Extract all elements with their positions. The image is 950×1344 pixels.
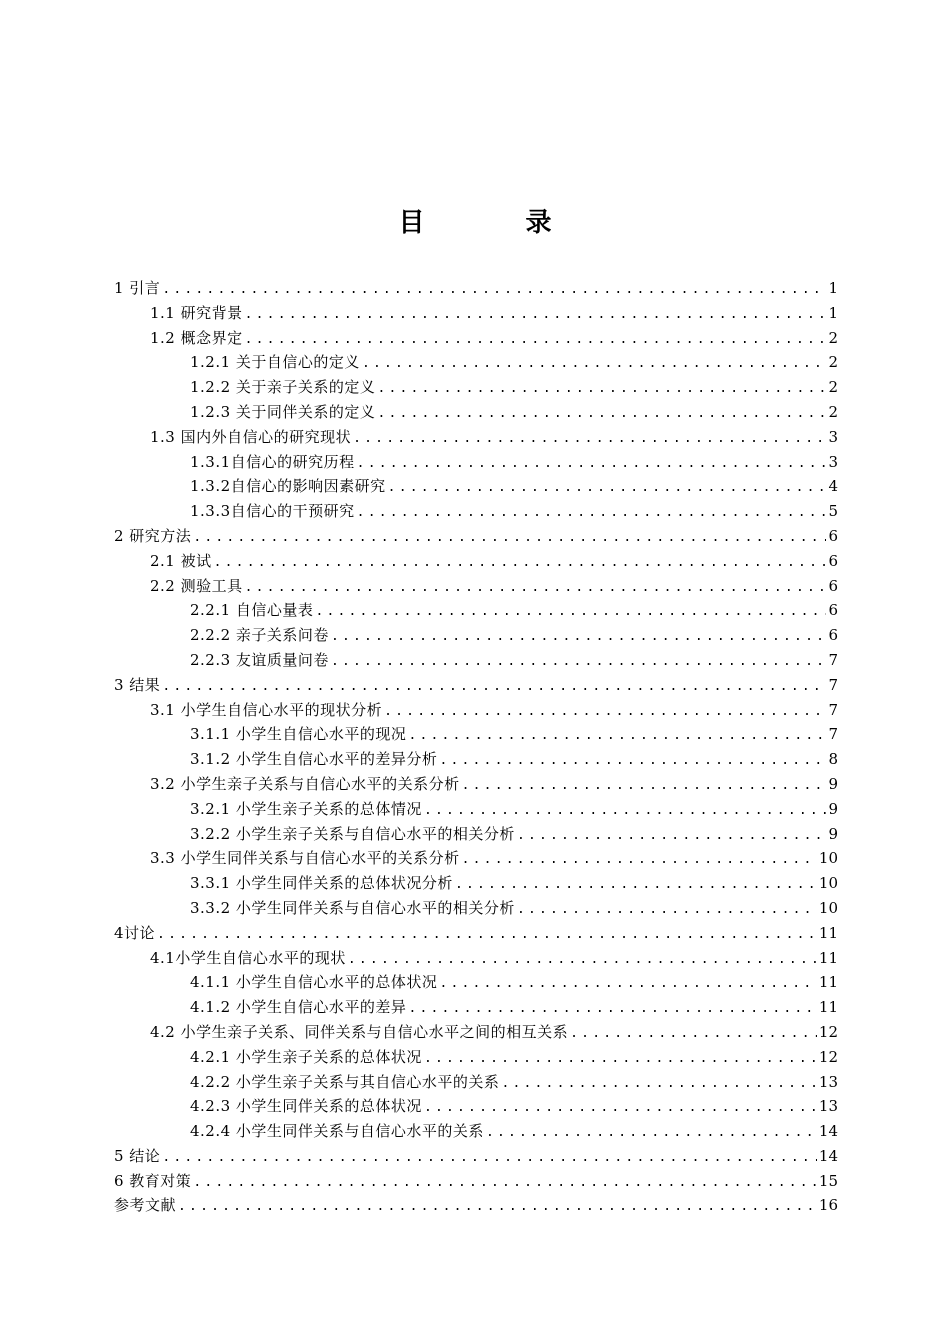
- toc-entry-page-number: 16: [818, 1196, 838, 1215]
- page-title: 目 录: [398, 208, 598, 238]
- toc-entry[interactable]: [114, 995, 838, 1020]
- toc-dot-leader: [357, 452, 827, 477]
- toc-entry-page-number: 6: [828, 601, 838, 620]
- toc-entry-page-number: 7: [828, 650, 838, 669]
- toc-entry[interactable]: [114, 1119, 838, 1144]
- toc-entry[interactable]: [114, 549, 838, 574]
- toc-entry-label: 3.3.2 小学生同伴关系与自信心水平的相关分析: [190, 898, 515, 917]
- toc-dot-leader: [214, 551, 827, 576]
- toc-dot-leader: [501, 1072, 816, 1097]
- toc-entry-page-number: 10: [818, 849, 838, 868]
- toc-entry-label: 1.3.1自信心的研究历程: [190, 452, 355, 471]
- toc-dot-leader: [357, 501, 827, 526]
- toc-entry-label: 3.1.1 小学生自信心水平的现况: [190, 725, 407, 744]
- toc-dot-leader: [439, 972, 816, 997]
- toc-dot-leader: [377, 377, 826, 402]
- toc-entry[interactable]: [114, 1070, 838, 1095]
- toc-entry[interactable]: [114, 1020, 838, 1045]
- toc-entry-page-number: 2: [828, 378, 838, 397]
- toc-entry[interactable]: [114, 946, 838, 971]
- toc-entry-label: 3.1.2 小学生自信心水平的差异分析: [190, 750, 438, 769]
- toc-entry-label: 1 引言: [114, 279, 161, 297]
- toc-dot-leader: [570, 1022, 817, 1047]
- toc-dot-leader: [384, 700, 826, 725]
- toc-dot-leader: [245, 576, 827, 601]
- toc-entry-label: 2.2.3 友谊质量问卷: [190, 650, 329, 669]
- toc-entry-page-number: 5: [828, 502, 838, 521]
- toc-entry-page-number: 1: [828, 279, 838, 297]
- toc-entry-label: 3.3 小学生同伴关系与自信心水平的关系分析: [150, 849, 460, 868]
- toc-dot-leader: [331, 625, 827, 650]
- toc-entry[interactable]: [114, 698, 838, 723]
- toc-entry-page-number: 8: [828, 750, 838, 769]
- toc-entry-page-number: 9: [828, 799, 838, 818]
- toc-dot-leader: [388, 476, 827, 501]
- toc-dot-leader: [162, 1146, 817, 1171]
- toc-entry[interactable]: [114, 1144, 838, 1169]
- toc-entry-page-number: 13: [818, 1072, 838, 1091]
- toc-entry[interactable]: [114, 1045, 838, 1070]
- toc-entry[interactable]: [114, 574, 838, 599]
- toc-entry-page-number: 7: [828, 675, 838, 694]
- toc-dot-leader: [517, 824, 827, 849]
- toc-entry-label: 1.2 概念界定: [150, 328, 243, 347]
- toc-entry-page-number: 14: [818, 1122, 838, 1141]
- toc-entry-page-number: 11: [818, 973, 838, 992]
- toc-entry[interactable]: [114, 301, 838, 326]
- toc-entry-page-number: 2: [828, 353, 838, 372]
- toc-entry-label: 3.2.1 小学生亲子关系的总体情况: [190, 799, 422, 818]
- toc-dot-leader: [331, 650, 827, 675]
- toc-entry-label: 参考文献: [114, 1196, 177, 1215]
- toc-entry-page-number: 15: [818, 1171, 838, 1190]
- toc-dot-leader: [157, 923, 817, 948]
- toc-entry-page-number: 13: [818, 1097, 838, 1116]
- toc-entry-page-number: 7: [828, 700, 838, 719]
- toc-dot-leader: [424, 1096, 817, 1121]
- toc-entry-page-number: 1: [828, 303, 838, 322]
- toc-entry-label: 4.2.1 小学生亲子关系的总体状况: [190, 1047, 422, 1066]
- toc-entry-label: 1.1 研究背景: [150, 303, 243, 322]
- toc-entry[interactable]: [114, 797, 838, 822]
- toc-entry-page-number: 7: [828, 725, 838, 744]
- toc-dot-leader: [162, 675, 826, 700]
- toc-entry[interactable]: [114, 524, 838, 549]
- toc-entry[interactable]: [114, 648, 838, 673]
- toc-dot-leader: [486, 1121, 817, 1146]
- toc-entry-label: 2.1 被试: [150, 551, 212, 570]
- toc-dot-leader: [462, 774, 827, 799]
- toc-entry-page-number: 3: [828, 427, 838, 446]
- table-of-contents: [114, 276, 838, 1218]
- toc-entry-label: 5 结论: [114, 1146, 161, 1165]
- toc-entry[interactable]: [114, 623, 838, 648]
- toc-entry[interactable]: [114, 425, 838, 450]
- toc-entry-page-number: 12: [818, 1022, 838, 1041]
- toc-entry[interactable]: [114, 1169, 838, 1194]
- toc-dot-leader: [424, 1047, 817, 1072]
- toc-entry-page-number: 14: [818, 1146, 838, 1165]
- toc-dot-leader: [377, 402, 826, 427]
- toc-entry-page-number: 11: [818, 923, 838, 942]
- toc-entry[interactable]: [114, 326, 838, 351]
- toc-entry-label: 1.3.3自信心的干预研究: [190, 502, 355, 521]
- toc-entry-label: 4.2.3 小学生同伴关系的总体状况: [190, 1097, 422, 1116]
- toc-entry-label: 2 研究方法: [114, 526, 192, 545]
- toc-dot-leader: [178, 1195, 817, 1220]
- toc-dot-leader: [462, 848, 817, 873]
- toc-entry-page-number: 10: [818, 898, 838, 917]
- toc-entry-label: 4.2 小学生亲子关系、同伴关系与自信心水平之间的相互关系: [150, 1022, 569, 1041]
- toc-entry-page-number: 6: [828, 626, 838, 645]
- toc-entry-label: 2.2.1 自信心量表: [190, 601, 314, 620]
- toc-dot-leader: [408, 724, 826, 749]
- toc-entry[interactable]: [114, 1094, 838, 1119]
- toc-entry-label: 4.1.1 小学生自信心水平的总体状况: [190, 973, 438, 992]
- toc-entry-page-number: 12: [818, 1047, 838, 1066]
- toc-entry-page-number: 6: [828, 526, 838, 545]
- toc-entry[interactable]: [114, 474, 838, 499]
- toc-entry-page-number: 10: [818, 874, 838, 893]
- toc-entry[interactable]: [114, 276, 838, 301]
- toc-entry-label: 4.2.2 小学生亲子关系与其自信心水平的关系: [190, 1072, 500, 1091]
- toc-entry-label: 1.3 国内外自信心的研究现状: [150, 427, 352, 446]
- toc-entry-label: 6 教育对策: [114, 1171, 192, 1190]
- toc-entry-page-number: 4: [828, 477, 838, 496]
- toc-entry-label: 3 结果: [114, 675, 161, 694]
- toc-dot-leader: [193, 1171, 817, 1196]
- toc-dot-leader: [315, 600, 826, 625]
- toc-dot-leader: [162, 278, 826, 303]
- toc-entry-page-number: 11: [818, 948, 838, 967]
- toc-dot-leader: [362, 352, 827, 377]
- toc-entry[interactable]: [114, 896, 838, 921]
- toc-entry-label: 4.2.4 小学生同伴关系与自信心水平的关系: [190, 1122, 484, 1141]
- toc-entry[interactable]: [114, 970, 838, 995]
- toc-entry[interactable]: [114, 400, 838, 425]
- toc-entry-label: 1.2.2 关于亲子关系的定义: [190, 378, 376, 397]
- toc-entry[interactable]: [114, 747, 838, 772]
- toc-entry-label: 3.3.1 小学生同伴关系的总体状况分析: [190, 874, 453, 893]
- toc-entry-page-number: 11: [818, 998, 838, 1017]
- toc-entry-page-number: 2: [828, 402, 838, 421]
- toc-entry[interactable]: [114, 499, 838, 524]
- toc-entry-label: 4.1.2 小学生自信心水平的差异: [190, 998, 407, 1017]
- toc-entry-label: 2.2 测验工具: [150, 576, 243, 595]
- toc-entry[interactable]: [114, 846, 838, 871]
- toc-entry[interactable]: [114, 673, 838, 698]
- toc-dot-leader: [245, 303, 827, 328]
- toc-entry-page-number: 9: [828, 824, 838, 843]
- toc-entry-label: 4讨论: [114, 923, 156, 942]
- toc-entry-label: 3.1 小学生自信心水平的现状分析: [150, 700, 383, 719]
- toc-entry[interactable]: [114, 871, 838, 896]
- toc-entry[interactable]: [114, 450, 838, 475]
- toc-entry[interactable]: [114, 375, 838, 400]
- toc-dot-leader: [193, 526, 826, 551]
- toc-dot-leader: [408, 997, 816, 1022]
- toc-dot-leader: [455, 873, 817, 898]
- toc-entry-label: 3.2.2 小学生亲子关系与自信心水平的相关分析: [190, 824, 515, 843]
- toc-entry[interactable]: [114, 822, 838, 847]
- toc-entry-label: 3.2 小学生亲子关系与自信心水平的关系分析: [150, 774, 460, 793]
- toc-entry[interactable]: [114, 1193, 838, 1218]
- toc-entry[interactable]: [114, 921, 838, 946]
- toc-entry[interactable]: [114, 772, 838, 797]
- toc-entry-page-number: 3: [828, 452, 838, 471]
- toc-entry-label: 4.1小学生自信心水平的现状: [150, 948, 346, 967]
- toc-entry[interactable]: [114, 350, 838, 375]
- toc-entry-page-number: 6: [828, 576, 838, 595]
- toc-entry-label: 1.2.3 关于同伴关系的定义: [190, 402, 376, 421]
- toc-entry-page-number: 6: [828, 551, 838, 570]
- toc-dot-leader: [517, 898, 817, 923]
- toc-dot-leader: [245, 328, 827, 353]
- toc-entry[interactable]: [114, 598, 838, 623]
- toc-entry-label: 1.3.2自信心的影响因素研究: [190, 477, 386, 496]
- toc-entry[interactable]: [114, 722, 838, 747]
- toc-entry-page-number: 2: [828, 328, 838, 347]
- toc-dot-leader: [348, 948, 817, 973]
- toc-dot-leader: [439, 749, 826, 774]
- toc-dot-leader: [424, 799, 827, 824]
- toc-entry-label: 1.2.1 关于自信心的定义: [190, 353, 360, 372]
- toc-dot-leader: [353, 427, 826, 452]
- toc-entry-page-number: 9: [828, 774, 838, 793]
- toc-entry-label: 2.2.2 亲子关系问卷: [190, 626, 329, 645]
